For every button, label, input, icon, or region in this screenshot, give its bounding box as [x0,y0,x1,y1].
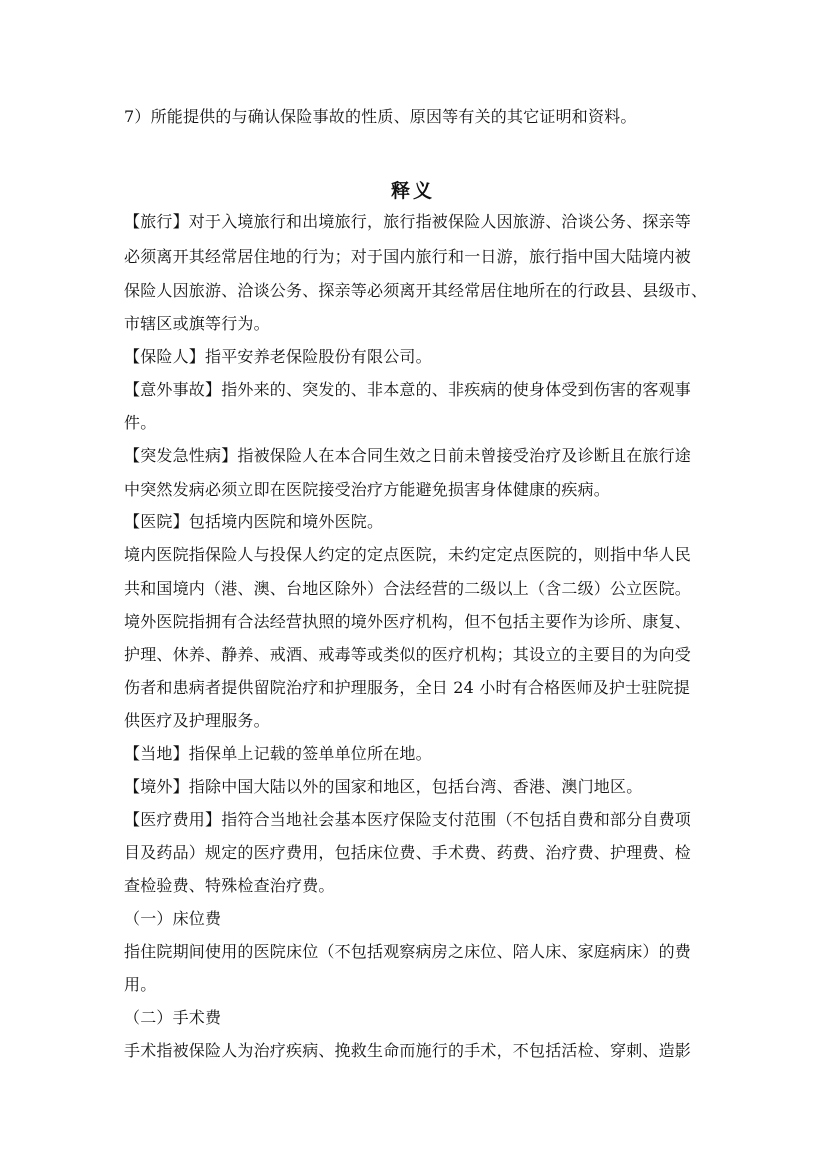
paragraph-line: 中突然发病必须立即在医院接受治疗方能避免损害身体健康的疾病。 [124,480,611,499]
paragraph-line: 查检验费、特殊检查治疗费。 [124,876,335,895]
paragraph-line: 【医疗费用】指符合当地社会基本医疗保险支付范围（不包括自费和部分自费项 [124,810,692,829]
intro-item: 7）所能提供的与确认保险事故的性质、原因等有关的其它证明和资料。 [124,107,637,126]
paragraph-line: 目及药品）规定的医疗费用，包括床位费、手术费、药费、治疗费、护理费、检 [124,843,692,862]
paragraph-line: 伤者和患病者提供留院治疗和护理服务，全日 24 小时有合格医师及护士驻院提 [124,678,690,697]
paragraph-line: 【保险人】指平安养老保险股份有限公司。 [124,347,432,366]
paragraph-line: 【当地】指保单上记载的签单单位所在地。 [124,744,432,763]
paragraph-line: 【意外事故】指外来的、突发的、非本意的、非疾病的使身体受到伤害的客观事 [124,380,692,399]
paragraph-line: 共和国境内（港、澳、台地区除外）合法经营的二级以上（含二级）公立医院。 [124,579,692,598]
paragraph-line: 市辖区或旗等行为。 [124,314,270,333]
paragraph-line: 用。 [124,975,157,994]
paragraph-line: 【境外】指除中国大陆以外的国家和地区，包括台湾、香港、澳门地区。 [124,777,643,796]
paragraph-line: 必须离开其经常居住地的行为；对于国内旅行和一日游，旅行指中国大陆境内被 [124,247,692,266]
paragraph-line: 供医疗及护理服务。 [124,711,270,730]
paragraph-line: 境外医院指拥有合法经营执照的境外医疗机构，但不包括主要作为诊所、康复、 [124,612,692,631]
paragraph-line: 【医院】包括境内医院和境外医院。 [124,512,384,531]
paragraph-line: 指住院期间使用的医院床位（不包括观察病房之床位、陪人床、家庭病床）的费 [124,942,692,961]
paragraph-line: 保险人因旅游、洽谈公务、探亲等必须离开其经常居住地所在的行政县、县级市、 [124,281,708,300]
paragraph-line: 境内医院指保险人与投保人约定的定点医院，未约定定点医院的，则指中华人民 [124,545,692,564]
paragraph-line: 手术指被保险人为治疗疾病、挽救生命而施行的手术，不包括活检、穿刺、造影 [124,1041,692,1060]
paragraph-line: （一）床位费 [124,909,222,928]
paragraph-line: 【旅行】对于入境旅行和出境旅行，旅行指被保险人因旅游、洽谈公务、探亲等 [124,212,692,231]
section-title: 释义 [390,180,435,202]
paragraph-line: （二）手术费 [124,1008,222,1027]
paragraph-line: 【突发急性病】指被保险人在本合同生效之日前未曾接受治疗及诊断且在旅行途 [124,446,692,465]
paragraph-line: 件。 [124,413,157,432]
paragraph-line: 护理、休养、静养、戒酒、戒毒等或类似的医疗机构；其设立的主要目的为向受 [124,645,692,664]
